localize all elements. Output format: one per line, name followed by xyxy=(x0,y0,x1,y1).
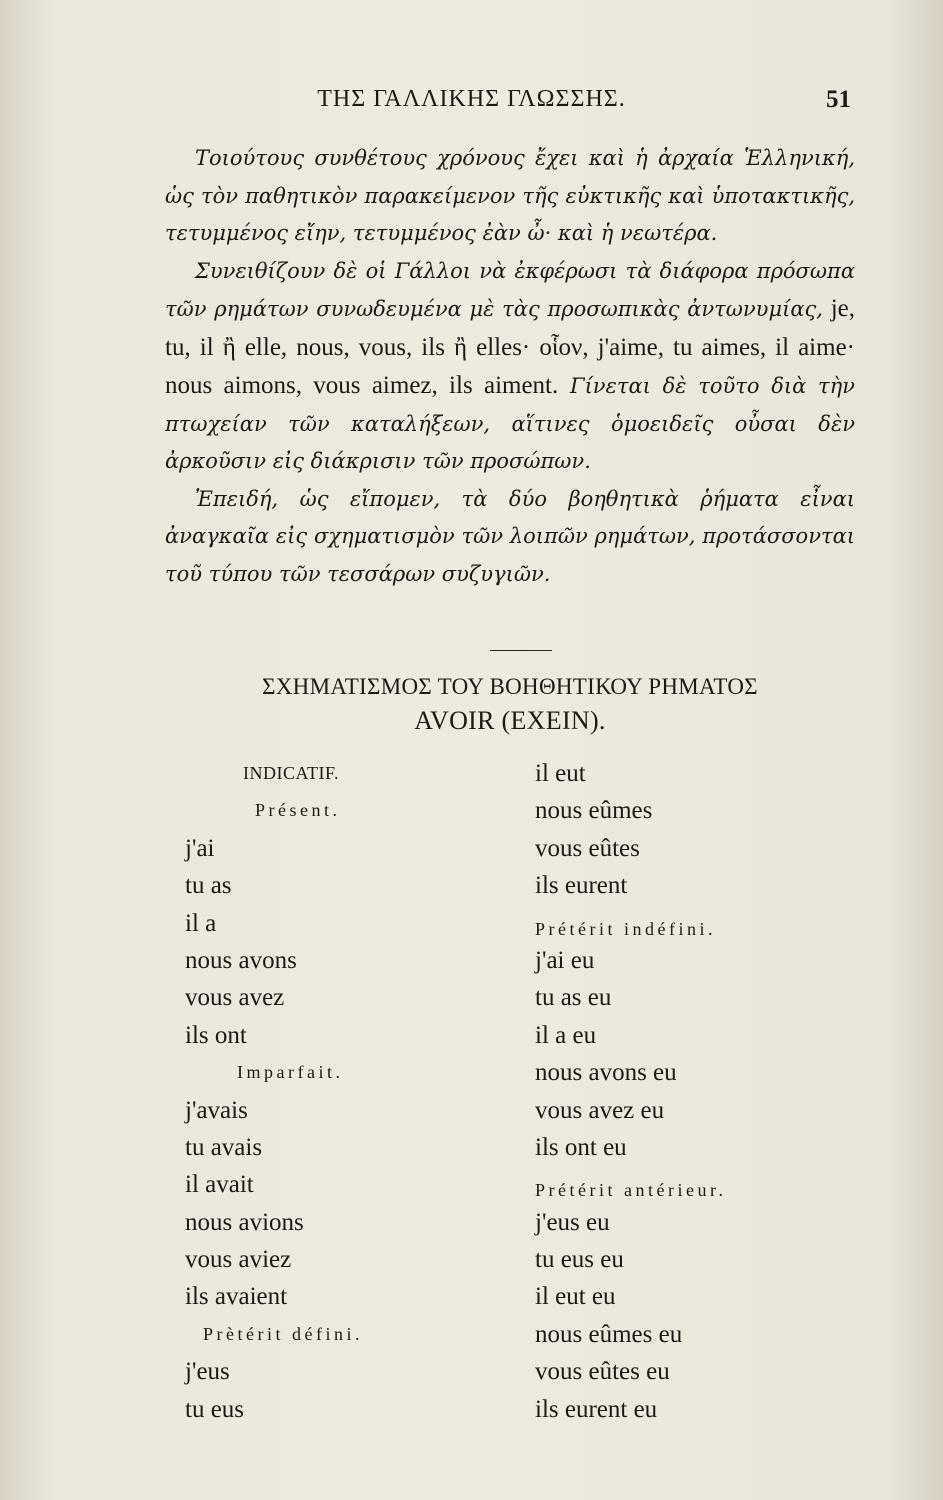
verb-form: il eut xyxy=(535,760,586,787)
verb-form: ils ont eu xyxy=(535,1133,627,1161)
verb-form: vous aviez xyxy=(185,1246,292,1274)
paragraph-2-greek-a: Συνειθίζουν δὲ οἱ Γάλλοι νὰ ἐκφέρωσι τὰ διάφορα πρόσωπα τῶν ρημάτων συνωδευμένα μὲ τὰς προσωπικὰς ἀντωνυμίας, xyxy=(165,258,855,321)
verb-form: j'avais xyxy=(185,1096,248,1124)
body-text xyxy=(165,140,855,593)
verb-form: nous avons eu xyxy=(535,1059,677,1087)
verb-form: j'ai xyxy=(185,834,215,862)
tense-heading-imparfait: Imparfait. xyxy=(237,1062,344,1083)
tense-heading-preterit-indefini: Prétérit indéfini. xyxy=(535,918,716,939)
verb-form: tu as xyxy=(185,872,232,900)
verb-form: j'eus xyxy=(185,1358,230,1386)
paragraph-3: Ἐπειδή, ὡς εἴπομεν, τὰ δύο βοηθητικὰ ῥήματα εἶναι ἀναγκαῖα εἰς σχηματισμὸν τῶν λοιπῶν ρημάτων, προτάσσονται τοῦ τύπου τῶν τεσσάρων συζυγιῶν. xyxy=(165,486,855,586)
section-title-line-1: ΣΧΗΜΑΤΙΣΜΟΣ ΤΟΥ ΒΟΗΘΗΤΙΚΟΥ ΡΗΜΑΤΟΣ xyxy=(262,674,758,699)
verb-form: nous eûmes xyxy=(535,797,653,825)
verb-form: j'ai eu xyxy=(535,946,595,974)
verb-form: vous avez xyxy=(185,984,285,1012)
verb-form: tu as eu xyxy=(535,984,612,1012)
verb-form: tu avais xyxy=(185,1133,263,1161)
running-title: ΤΗΣ ΓΑΛΛΙΚΗΣ ΓΛΩΣΣΗΣ. xyxy=(317,86,626,112)
page-number: 51 xyxy=(826,86,851,113)
verb-form: vous avez eu xyxy=(535,1096,665,1124)
verb-form: il eut eu xyxy=(535,1283,616,1311)
verb-form: nous eûmes eu xyxy=(535,1320,683,1348)
mood-heading: INDICATIF. xyxy=(243,763,340,783)
verb-form: ils avaient xyxy=(185,1283,288,1311)
verb-form: ils eurent xyxy=(535,872,628,900)
verb-form: il a eu xyxy=(535,1021,597,1049)
tense-heading-present: Présent. xyxy=(255,800,341,821)
section-title xyxy=(165,670,855,738)
verb-form: j'eus eu xyxy=(535,1208,610,1236)
tense-heading-preterit-anterieur: Prétérit antérieur. xyxy=(535,1180,727,1201)
conjugation-right-column xyxy=(535,755,855,1428)
section-divider xyxy=(490,650,552,651)
verb-form: nous avions xyxy=(185,1208,304,1236)
paragraph-2-greek-b: Γίνεται δὲ τοῦτο διὰ τὴν πτωχείαν τῶν καταλήξεων, αἵτινες ὁμοειδεῖς οὖσαι δὲν ἀρκοῦσιν εἰς διάκρισιν τῶν προσώπων. xyxy=(165,374,855,473)
verb-form: nous avons xyxy=(185,946,297,974)
section-title-line-2: AVOIR (ΕΧΕΙΝ). xyxy=(414,706,606,735)
verb-form: vous eûtes xyxy=(535,834,640,862)
verb-form: ils ont xyxy=(185,1021,247,1049)
paragraph-2-french-example: je, tu, il ἢ elle, nous, vous, ils ἢ elles· οἷον, j'aime, tu aimes, il aime· nous aimons, vous aimez, ils aiment. xyxy=(165,295,855,399)
verb-form: il a xyxy=(185,909,217,937)
verb-form: ils eurent eu xyxy=(535,1395,658,1423)
paragraph-2 xyxy=(165,253,855,481)
paragraph-1: Τοιούτους συνθέτους χρόνους ἔχει καὶ ἡ ἀρχαία Ἑλληνική, ὡς τὸν παθητικὸν παρακείμενον τῆς εὐκτικῆς καὶ ὑποτακτικῆς, τετυμμένος εἴην, τετυμμένος ἐὰν ὦ· καὶ ἡ νεωτέρα. xyxy=(165,146,855,245)
tense-heading-preterit-defini: Prètérit défini. xyxy=(203,1323,363,1344)
page-header xyxy=(0,86,943,120)
verb-form: tu eus xyxy=(185,1395,245,1423)
verb-form: vous eûtes eu xyxy=(535,1358,670,1386)
verb-form: il avait xyxy=(185,1171,254,1199)
verb-form: tu eus eu xyxy=(535,1246,624,1274)
conjugation-left-column xyxy=(185,755,505,1428)
